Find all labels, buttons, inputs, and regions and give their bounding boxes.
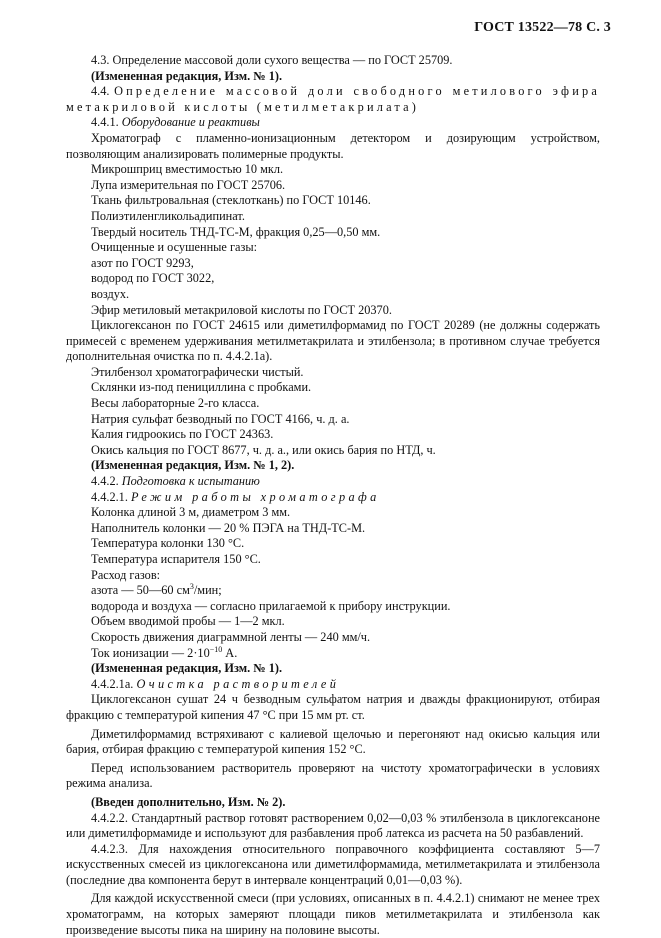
equipment-item: Хроматограф с пламенно-ионизационным детектором и дозирующим устройством, позволяющим анализировать полимерные продукты.	[66, 130, 600, 161]
equipment-item: Эфир метиловый метакриловой кислоты по ГОСТ 20370.	[91, 302, 392, 317]
equipment-item: Лупа измерительная по ГОСТ 25706.	[91, 177, 286, 192]
clause-4-4-2-1a	[66, 677, 600, 693]
subsection-title: Оборудование и реактивы	[121, 115, 260, 130]
mode-item: Объем вводимой пробы — 1—2 мкл.	[91, 614, 285, 629]
equipment-item: Калия гидроокись по ГОСТ 24363.	[91, 427, 274, 442]
equipment-item: воздух.	[91, 286, 130, 301]
mode-item: водорода и воздуха — согласно прилагаемой к прибору инструкции.	[91, 598, 451, 613]
equipment-item: Натрия сульфат безводный по ГОСТ 4166, ч. д. а.	[91, 411, 350, 426]
clause-number: 4.4.2.1а.	[91, 676, 134, 691]
clause-number: 4.4.2.	[91, 474, 119, 489]
revision-note: (Измененная редакция, Изм. № 1).	[91, 661, 283, 676]
equipment-item: Ткань фильтровальная (стеклоткань) по ГОСТ 10146.	[91, 193, 371, 208]
superscript: −10	[209, 644, 223, 654]
mode-item: Температура испарителя 150 °С.	[91, 552, 261, 566]
clause-4-4-2	[66, 474, 600, 490]
equipment-item: Окись кальция по ГОСТ 8677, ч. д. а., или окись бария по НТД, ч.	[91, 442, 436, 457]
clause-4-4-2-3: 4.4.2.3. Для нахождения относительного поправочного коэффициента составляют 5—7 искусственных смесей из циклогексанона или диметилформамида, метилметакрилата и этилбензола (последние два компонента берут в интервале концентраций 0,01—0,03 %).	[66, 841, 600, 887]
document-body	[66, 53, 600, 938]
subsection-title: Режим работы хроматографа	[130, 489, 380, 504]
mode-item: Температура колонки 130 °С.	[91, 536, 245, 551]
subsection-title: Подготовка к испытанию	[121, 474, 260, 489]
equipment-item: Весы лабораторные 2-го класса.	[91, 396, 260, 411]
paragraph: Перед использованием растворитель проверяют на чистоту хроматографически в условиях режима анализа.	[66, 760, 600, 791]
mode-item	[66, 646, 600, 662]
equipment-item: водород по ГОСТ 3022,	[91, 271, 215, 286]
clause-4-3: 4.3. Определение массовой доли сухого вещества — по ГОСТ 25709.	[91, 53, 453, 67]
clause-number: 4.4.1.	[91, 115, 119, 130]
equipment-item: Очищенные и осушенные газы:	[91, 240, 258, 255]
equipment-item: Полиэтиленгликольадипинат.	[91, 208, 245, 223]
equipment-item: Этилбензол хроматографически чистый.	[91, 364, 304, 379]
equipment-item: Твердый носитель ТНД-ТС-М, фракция 0,25—0,50 мм.	[91, 224, 381, 239]
clause-4-4-heading	[66, 84, 600, 115]
mode-text: А.	[222, 645, 238, 660]
revision-note: (Измененная редакция, Изм. № 1).	[91, 68, 283, 83]
clause-number: 4.4.	[91, 84, 110, 99]
equipment-item: Склянки из-под пенициллина с пробками.	[91, 380, 312, 395]
equipment-item: Микрошприц вместимостью 10 мкл.	[91, 162, 284, 177]
revision-note: (Введен дополнительно, Изм. № 2).	[91, 794, 286, 809]
mode-item	[66, 583, 600, 599]
mode-text: азота — 50—60 см	[91, 583, 190, 598]
paragraph: Циклогексанон сушат 24 ч безводным сульфатом натрия и дважды фракционируют, отбирая фракцию с температурой кипения 47 °С при 15 мм рт. ст.	[66, 692, 600, 722]
mode-item: Скорость движения диаграммной ленты — 240 мм/ч.	[91, 629, 371, 644]
section-title: Определение массовой доли свободного метилового эфира метакриловой кислоты (метилметакрилата)	[66, 84, 600, 114]
equipment-item: азот по ГОСТ 9293,	[91, 255, 194, 270]
page-header: ГОСТ 13522—78 С. 3	[474, 20, 611, 35]
superscript: 3	[189, 582, 194, 592]
mode-item: Наполнитель колонки — 20 % ПЭГА на ТНД-ТС-М.	[91, 520, 366, 535]
paragraph: Диметилформамид встряхивают с калиевой щелочью и перегоняют над окисью кальция или бария, отбирая фракцию с температурой кипения 152 °С.	[66, 726, 600, 757]
clause-4-4-2-2: 4.4.2.2. Стандартный раствор готовят растворением 0,02—0,03 % этилбензола в циклогексаноне или диметилформамиде и используют для разбавления проб латекса из расчета на 50 разбавлений.	[66, 810, 600, 841]
revision-note: (Измененная редакция, Изм. № 1, 2).	[91, 458, 295, 473]
equipment-item: Циклогексанон по ГОСТ 24615 или диметилформамид по ГОСТ 20289 (не должны содержать примесей с временем удерживания метилметакрилата и этилбензола; в противном случае требуется дополнительная очистка по п. 4.4.2.1а).	[66, 318, 600, 364]
clause-4-4-2-1	[66, 490, 600, 506]
paragraph: Для каждой искусственной смеси (при условиях, описанных в п. 4.4.2.1) снимают не менее трех хроматограмм, на которых замеряют площади пиков метилметакрилата и этилбензола как произведение высоты пика на ширину на половине высоты.	[66, 891, 600, 937]
mode-text: Ток ионизации — 2·10	[91, 645, 210, 660]
clause-number: 4.4.2.1.	[91, 489, 128, 504]
mode-item: Колонка длиной 3 м, диаметром 3 мм.	[91, 505, 291, 520]
clause-4-4-1	[66, 115, 600, 131]
subsection-title: Очистка растворителей	[136, 676, 340, 691]
mode-text: /мин;	[193, 583, 222, 598]
mode-item: Расход газов:	[91, 567, 161, 582]
